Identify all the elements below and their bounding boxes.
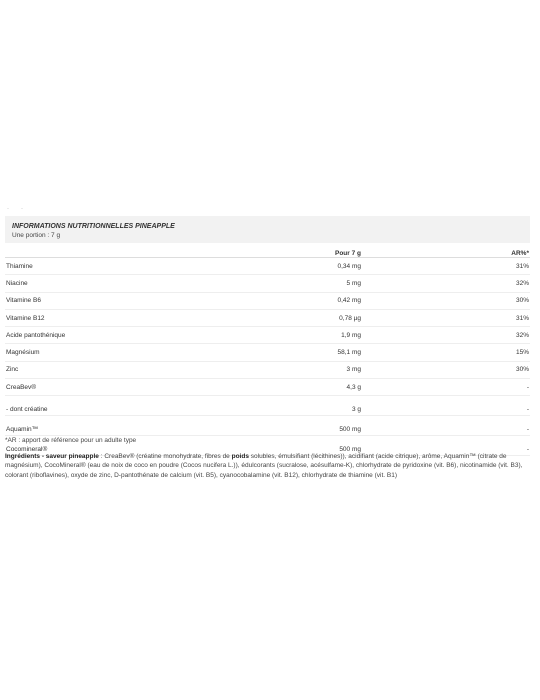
- nutrient-amount: 500 mg: [255, 436, 361, 456]
- nutrient-ar: 32%: [361, 327, 530, 344]
- nutrient-amount: 0,78 µg: [255, 309, 361, 326]
- nutrient-ar: -: [361, 379, 530, 396]
- nutrient-name: Zinc: [5, 361, 255, 378]
- nutrient-ar: 15%: [361, 344, 530, 361]
- nutrient-ar: -: [361, 436, 530, 456]
- table-row: [5, 275, 530, 292]
- nutrition-title: INFORMATIONS NUTRITIONNELLES PINEAPPLE: [12, 223, 175, 230]
- table-row: [5, 327, 530, 344]
- nutrition-header: [5, 216, 530, 243]
- nutrient-ar: 30%: [361, 361, 530, 378]
- table-row: [5, 416, 530, 436]
- table-row: [5, 258, 530, 275]
- table-row: [5, 344, 530, 361]
- nutrient-ar: 30%: [361, 292, 530, 309]
- nutrient-amount: 4,3 g: [255, 379, 361, 396]
- portion-size: Une portion : 7 g: [12, 232, 61, 239]
- nutrition-table: [5, 243, 530, 456]
- nutrient-amount: 0,42 mg: [255, 292, 361, 309]
- table-row: [5, 379, 530, 396]
- nutrient-ar: -: [361, 396, 530, 416]
- nutrient-amount: 3 g: [255, 396, 361, 416]
- nutrient-name: Vitamine B6: [5, 292, 255, 309]
- nutrient-ar: -: [361, 416, 530, 436]
- nutrient-name: Thiamine: [5, 258, 255, 275]
- ingredients-bold-word: poids: [231, 453, 249, 460]
- nutrient-amount: 500 mg: [255, 416, 361, 436]
- table-row: [5, 292, 530, 309]
- table-row: [5, 396, 530, 416]
- ingredients-part1: : CreaBev® (créatine monohydrate, fibres de: [98, 453, 232, 460]
- table-header-row: [5, 243, 530, 258]
- nutrient-name: Cocomineral®: [5, 436, 255, 456]
- nutrient-amount: 1,9 mg: [255, 327, 361, 344]
- nutrient-name: Magnésium: [5, 344, 255, 361]
- nutrient-ar: 31%: [361, 309, 530, 326]
- nutrient-name: - dont créatine: [5, 396, 255, 416]
- footnote: *AR : apport de référence pour un adulte type: [5, 437, 137, 444]
- nutrient-amount: 58,1 mg: [255, 344, 361, 361]
- nutrient-name: Aquamin™: [5, 416, 255, 436]
- column-header-nutrient: [5, 243, 255, 258]
- nutrient-ar: 31%: [361, 258, 530, 275]
- ingredients-label: Ingrédients - saveur pineapple: [5, 453, 99, 460]
- nutrient-amount: 3 mg: [255, 361, 361, 378]
- nutrient-ar: 32%: [361, 275, 530, 292]
- column-header-ar: AR%*: [361, 243, 530, 258]
- table-row: [5, 361, 530, 378]
- nutrient-name: Niacine: [5, 275, 255, 292]
- nutrient-name: Acide pantothénique: [5, 327, 255, 344]
- ingredients-text: [5, 452, 525, 480]
- table-row: [5, 309, 530, 326]
- nutrient-amount: 0,34 mg: [255, 258, 361, 275]
- ingredients-part2: solubles, émulsifiant (lécithines)), acidifiant (acide citrique), arôme, Aquamin™ (citrate de magnésium), CocoMineral® (eau de noix de coco en poudre (Cocos nucifera L.)), édulcorants (sucralose, acésulfame-K), chlorhydrate de pyridoxine (vit. B6), nicotinamide (vit. B3), colorant (riboflavines), oxyde de zinc, D-pantothénate de calcium (vit. B5), cyanocobalamine (vit. B12), chlorhydrate de thiamine (vit. B1): [5, 453, 523, 479]
- decorative-dots: ··: [7, 206, 35, 212]
- nutrient-name: CreaBev®: [5, 379, 255, 396]
- nutrient-amount: 5 mg: [255, 275, 361, 292]
- nutrition-panel: [5, 216, 530, 456]
- column-header-amount: Pour 7 g: [255, 243, 361, 258]
- nutrient-name: Vitamine B12: [5, 309, 255, 326]
